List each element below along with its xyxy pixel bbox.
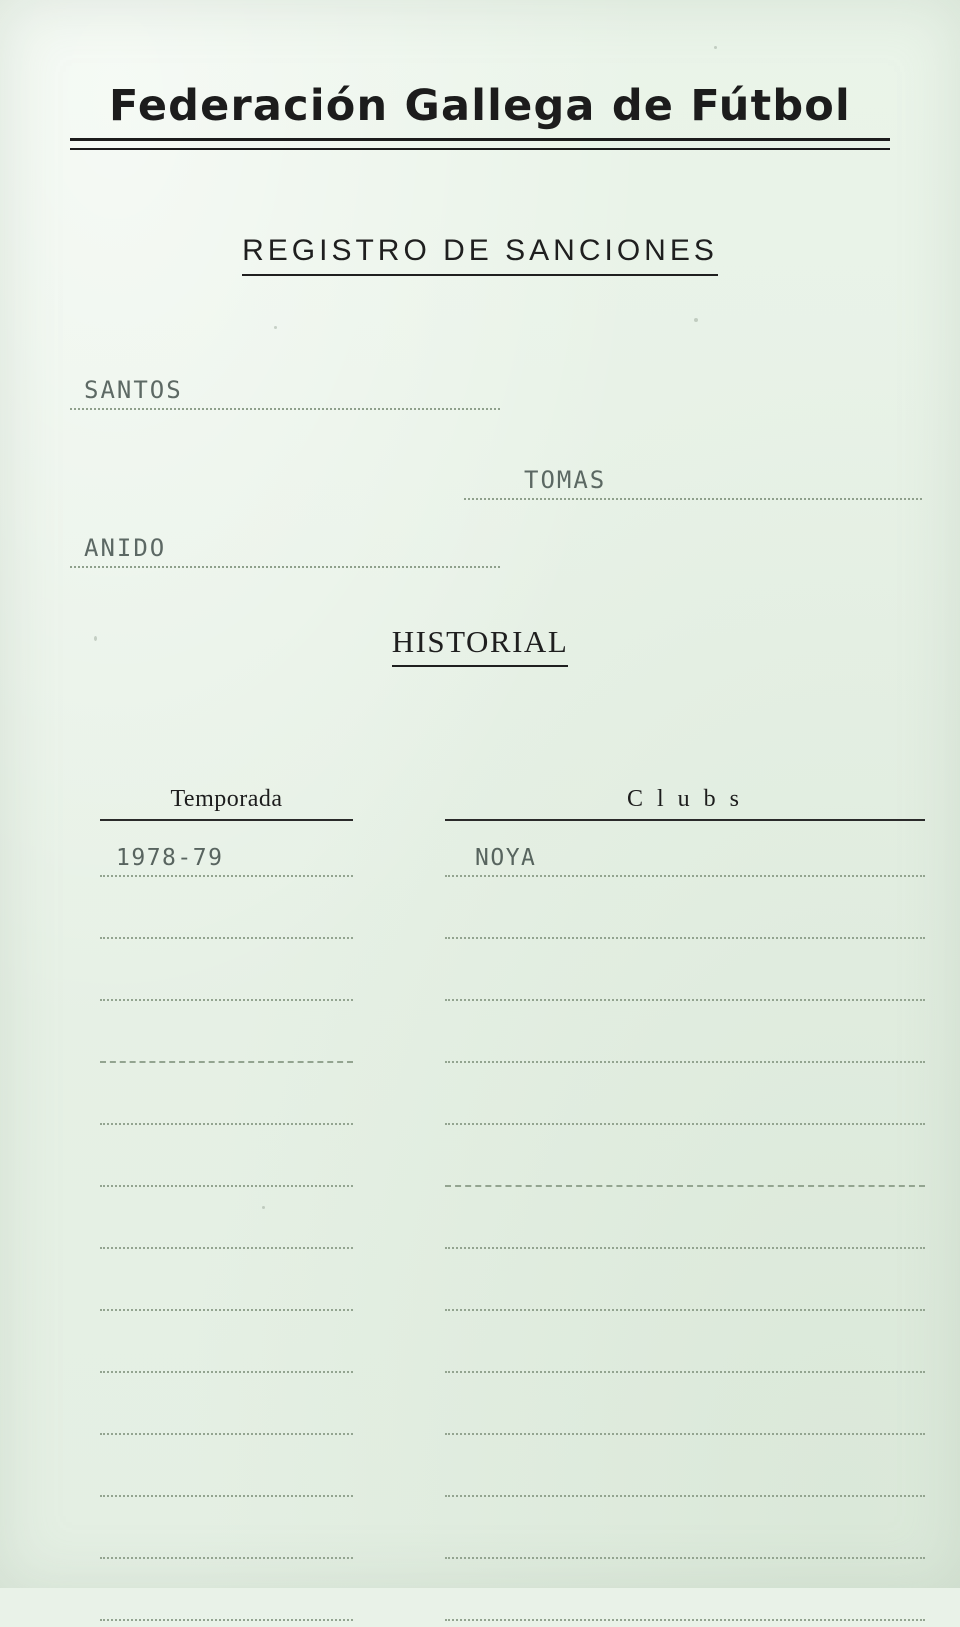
cell-temporada: [100, 1565, 353, 1627]
cell-rule: [445, 937, 925, 939]
cell-temporada: [100, 1131, 353, 1193]
federation-title: Federación Gallega de Fútbol: [108, 81, 851, 131]
cell-rule: [100, 1247, 353, 1249]
table-body: [70, 821, 926, 1627]
cell-temporada: [100, 1007, 353, 1069]
cell-club: [445, 1007, 925, 1069]
cell-rule: [445, 999, 925, 1001]
cell-rule: [445, 1619, 925, 1621]
field-first-surname: [70, 376, 500, 410]
first-surname-value: SANTOS: [84, 376, 183, 404]
cell-rule: [445, 1309, 925, 1311]
cell-temporada: [100, 1255, 353, 1317]
table-row: [70, 1255, 926, 1317]
cell-temporada: [100, 821, 353, 883]
cell-rule: [100, 1061, 353, 1063]
table-row: [70, 821, 926, 883]
cell-club: [445, 1503, 925, 1565]
cell-club: [445, 1317, 925, 1379]
document-subtitle: REGISTRO DE SANCIONES: [242, 234, 718, 276]
cell-club: [445, 945, 925, 1007]
cell-club: [445, 821, 925, 883]
column-header-clubs: C l u b s: [445, 786, 925, 821]
cell-rule: [100, 1185, 353, 1187]
paper-speck: [694, 318, 698, 322]
cell-rule: [100, 1495, 353, 1497]
field-second-surname: [70, 534, 500, 568]
paper-speck: [274, 326, 277, 329]
cell-rule: [100, 1123, 353, 1125]
table-row: [70, 1379, 926, 1441]
cell-rule: [445, 1433, 925, 1435]
given-name-rule: [464, 498, 922, 500]
cell-rule: [100, 937, 353, 939]
paper-speck: [714, 46, 717, 49]
record-card: [34, 26, 926, 1562]
cell-rule: [445, 875, 925, 877]
cell-temporada-value: 1978-79: [116, 845, 224, 871]
cell-club: [445, 1193, 925, 1255]
first-surname-rule: [70, 408, 500, 410]
cell-club: [445, 1441, 925, 1503]
table-row: [70, 1193, 926, 1255]
table-row: [70, 1317, 926, 1379]
table-row: [70, 1503, 926, 1565]
cell-rule: [445, 1557, 925, 1559]
cell-temporada: [100, 1503, 353, 1565]
cell-club: [445, 1565, 925, 1627]
cell-rule: [445, 1061, 925, 1063]
history-table: [70, 786, 926, 1627]
table-row: [70, 1007, 926, 1069]
cell-club: [445, 883, 925, 945]
cell-club: [445, 1379, 925, 1441]
section-title-historial: HISTORIAL: [392, 624, 569, 667]
subtitle-container: [70, 234, 890, 276]
cell-rule: [445, 1495, 925, 1497]
cell-rule: [100, 1619, 353, 1621]
cell-rule: [100, 1309, 353, 1311]
cell-temporada: [100, 1193, 353, 1255]
table-row: [70, 1069, 926, 1131]
cell-rule: [445, 1123, 925, 1125]
second-surname-value: ANIDO: [84, 534, 167, 562]
cell-club: [445, 1069, 925, 1131]
table-row: [70, 1565, 926, 1627]
cell-rule: [100, 1433, 353, 1435]
cell-rule: [445, 1185, 925, 1187]
table-row: [70, 1131, 926, 1193]
cell-temporada: [100, 883, 353, 945]
cell-temporada: [100, 1069, 353, 1131]
cell-club-value: NOYA: [475, 845, 537, 871]
table-row: [70, 945, 926, 1007]
cell-temporada: [100, 1317, 353, 1379]
table-header-row: [70, 786, 926, 821]
cell-rule: [100, 999, 353, 1001]
cell-rule: [100, 1557, 353, 1559]
second-surname-rule: [70, 566, 500, 568]
cell-rule: [100, 1371, 353, 1373]
cell-rule: [445, 1371, 925, 1373]
given-name-value: TOMAS: [524, 466, 607, 494]
cell-rule: [100, 875, 353, 877]
cell-temporada: [100, 1379, 353, 1441]
cell-club: [445, 1255, 925, 1317]
table-row: [70, 883, 926, 945]
masthead-divider: [70, 138, 890, 150]
cell-temporada: [100, 945, 353, 1007]
column-header-temporada: Temporada: [100, 786, 353, 821]
cell-club: [445, 1131, 925, 1193]
cell-temporada: [100, 1441, 353, 1503]
section-title-container: [70, 624, 890, 667]
masthead: [70, 81, 890, 150]
field-given-name: [464, 466, 922, 500]
table-row: [70, 1441, 926, 1503]
cell-rule: [445, 1247, 925, 1249]
